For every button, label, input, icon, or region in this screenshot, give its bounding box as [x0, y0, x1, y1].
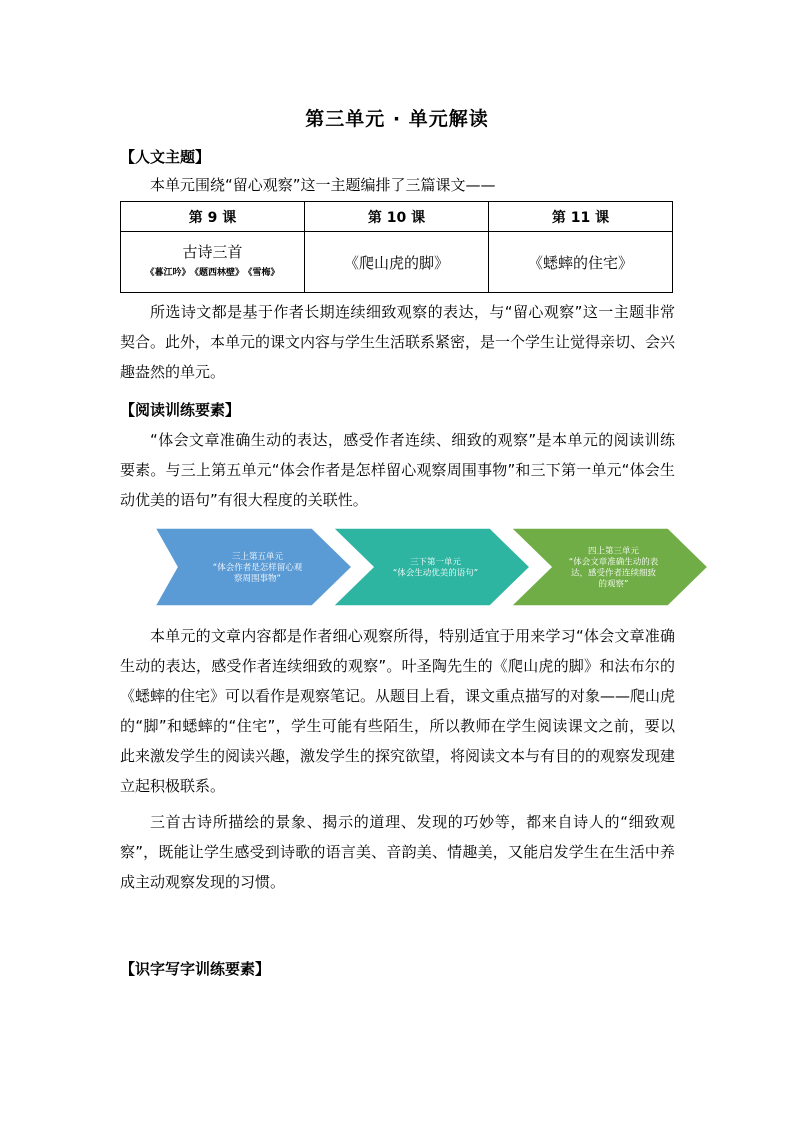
table-header-row	[121, 202, 673, 232]
lesson-9-poems	[121, 263, 304, 283]
header-lesson-11: 第 11 课	[489, 202, 673, 232]
header-lesson-9: 第 9 课	[121, 202, 305, 232]
reading-paragraph-2: 本单元的文章内容都是作者细心观察所得，特别适宜于用来学习“体会文章准确生动的表达，感受作者连续细致的观察”。叶圣陶先生的《爬山虎的脚》和法布尔的《蟋蟀的住宅》可以看作是观察笔记。从题目上看，课文重点描写的对象——爬山虎的“脚”和蟋蟀的“住宅”，学生可能有些陌生，所以教师在学生阅读课文之前，要以此来激发学生的阅读兴趣，激发学生的探究欲望，将阅读文本与有目的的观察发现建立起积极联系。	[120, 627, 676, 795]
reading-heading: 【阅读训练要素】	[120, 401, 241, 419]
literacy-heading: 【识字写字训练要素】	[120, 960, 271, 978]
poem-title: 《雪梅》	[248, 268, 280, 278]
theme-intro: 本单元围绕“留心观察”这一主题编排了三篇课文——	[150, 176, 496, 194]
flow-step-2-text: 三下第一单元	[409, 557, 462, 568]
flow-step-1-text: 察周围事物”	[234, 574, 281, 584]
cell-lesson-9	[121, 232, 305, 293]
theme-paragraph: 所选诗文都是基于作者长期连续细致观察的表达，与“留心观察”这一主题非常契合。此外，本单元的课文内容与学生生活联系紧密，是一个学生让觉得亲切、会兴趣盎然的单元。	[120, 303, 676, 381]
poem-title: 《暮江吟》	[145, 268, 191, 278]
lesson-9-title: 古诗三首	[182, 243, 243, 261]
flow-step-3-text: “体会文章准确生动的表	[568, 557, 659, 568]
flow-step-3-text: 的观察”	[598, 579, 629, 590]
flow-step-1-text: “体会作者是怎样留心观	[212, 563, 303, 573]
table-row	[121, 232, 673, 293]
poem-title: 《题西林壁》	[194, 268, 244, 278]
reading-paragraph-3: 三首古诗所描绘的景象、揭示的道理、发现的巧妙等，都来自诗人的“细致观察”，既能让学生感受到诗歌的语言美、音韵美、情趣美，又能启发学生在生活中养成主动观察发现的习惯。	[120, 813, 675, 891]
page-title: 第三单元 · 单元解读	[305, 108, 489, 130]
flow-step-2-text: “体会生动优美的语句”	[392, 568, 479, 579]
flow-step-3-text: 四上第三单元	[587, 546, 640, 557]
flow-step-3-text: 达，感受作者连续细致	[570, 568, 657, 579]
cell-lesson-11: 《蟋蟀的住宅》	[489, 232, 673, 293]
unit-progression-flow	[155, 527, 707, 607]
flow-step-1-text: 三上第五单元	[231, 552, 284, 562]
header-lesson-10: 第 10 课	[305, 202, 489, 232]
cell-lesson-10: 《爬山虎的脚》	[305, 232, 489, 293]
theme-heading: 【人文主题】	[120, 148, 211, 166]
lessons-table	[120, 201, 673, 293]
reading-paragraph: “体会文章准确生动的表达，感受作者连续、细致的观察”是本单元的阅读训练要素。与三上第五单元“体会作者是怎样留心观察周围事物”和三下第一单元“体会生动优美的语句”有很大程度的关联性。	[120, 431, 675, 509]
